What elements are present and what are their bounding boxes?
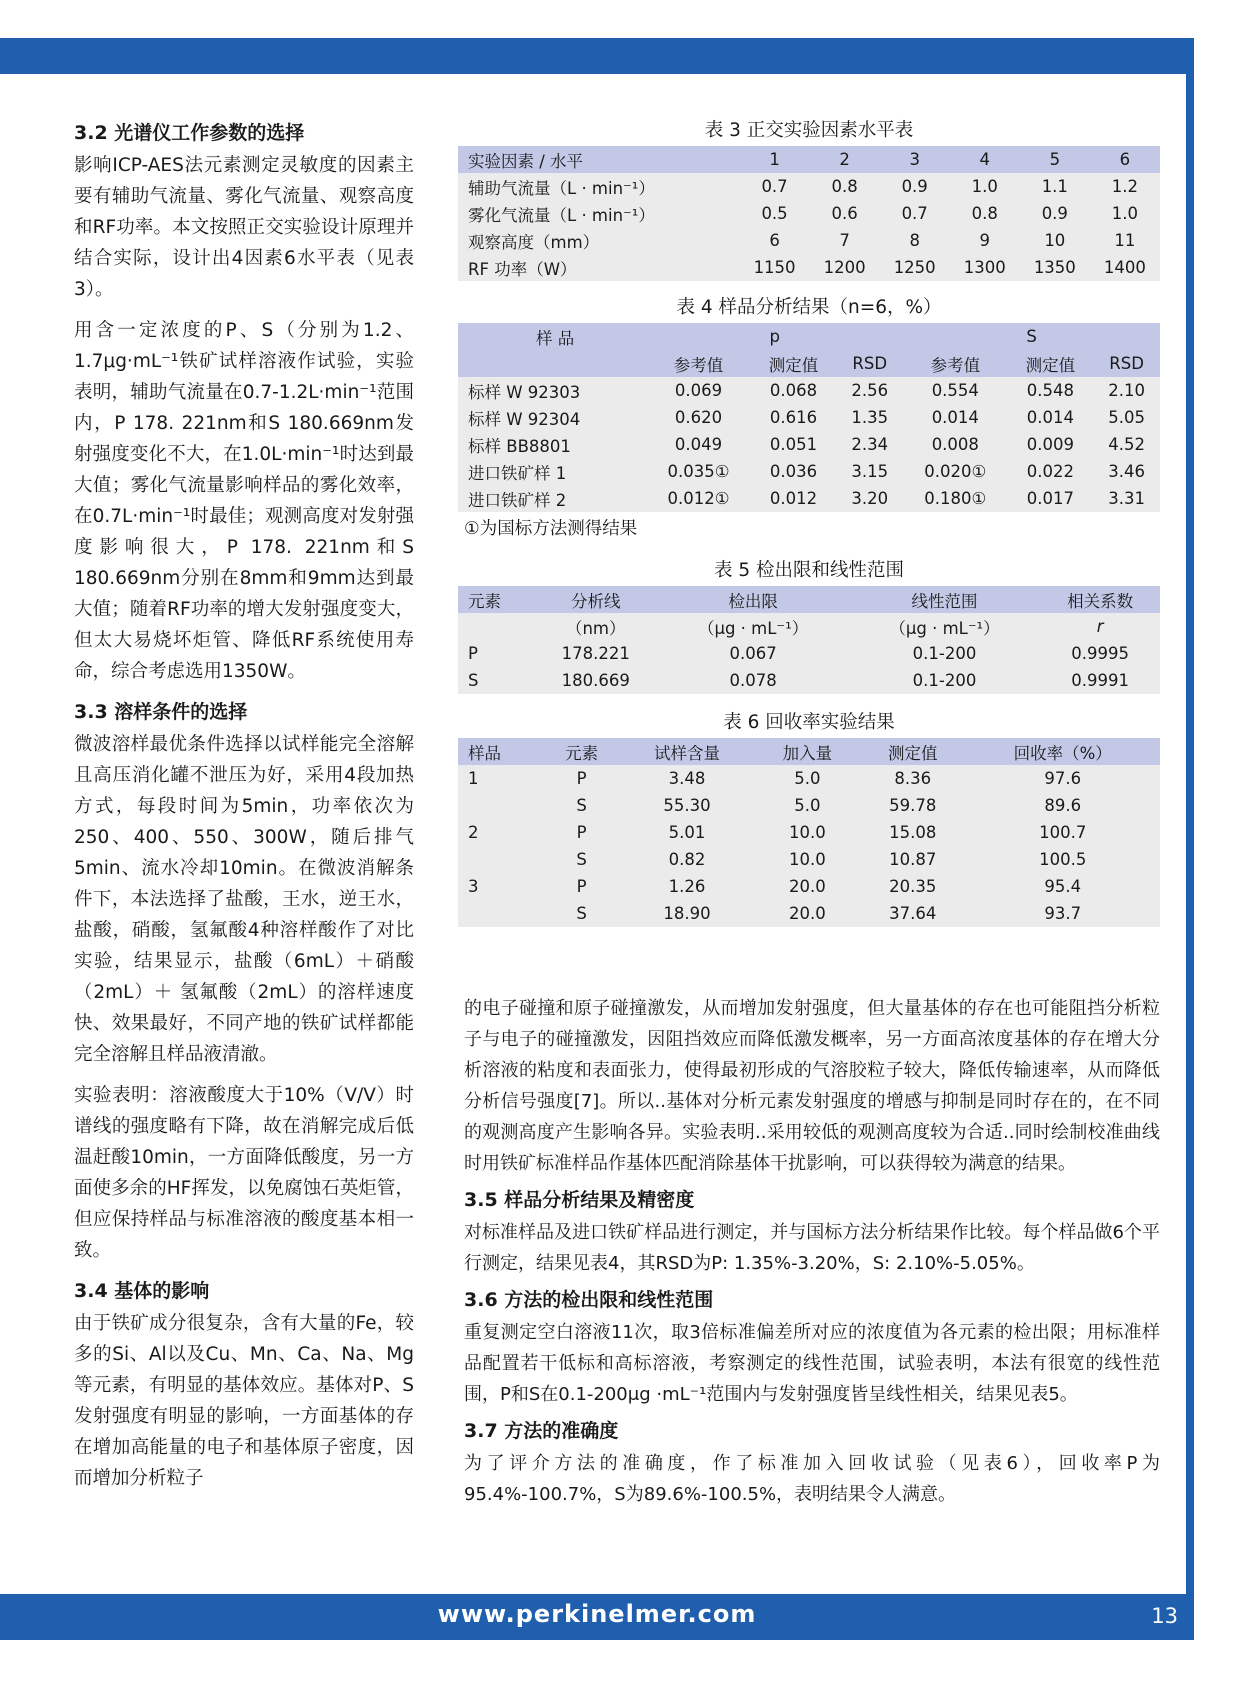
table-row bbox=[458, 900, 1160, 927]
table-header-cell: 2 bbox=[810, 146, 880, 173]
table-cell: 89.6 bbox=[1044, 796, 1082, 815]
table-cell bbox=[458, 792, 544, 819]
table-3 bbox=[458, 146, 1160, 281]
table-header-cell: 元素 bbox=[458, 586, 534, 613]
section-3-4-paragraph-1: 由于铁矿成分很复杂，含有大量的Fe，较多的Si、Al以及Cu、Mn、Ca、Na、Mg等元素，有明显的基体效应。基体对P、S发射强度有明显的影响，一方面基体的存在增加高能量的电子和基体原子密度，因而增加分析粒子 bbox=[74, 1313, 414, 1489]
table-cell: 0.9 bbox=[1041, 204, 1068, 223]
table-cell: S bbox=[468, 671, 479, 690]
table-cell: 1300 bbox=[963, 258, 1006, 277]
table-cell: 1.1 bbox=[1041, 177, 1068, 196]
table-cell: 0.067 bbox=[729, 644, 777, 663]
table-cell: 0.8 bbox=[971, 204, 998, 223]
table-header-row bbox=[458, 146, 1160, 173]
table-cell: 4.52 bbox=[1108, 435, 1145, 454]
section-3-3-paragraph-2: 实验表明：溶液酸度大于10%（V/V）时谱线的强度略有下降，故在消解完成后低温赶酸10min，一方面降低酸度，另一方面使多余的HF挥发，以免腐蚀石英炬管，但应保持样品与标准溶液的酸度基本相一致。 bbox=[74, 1085, 414, 1261]
table-6-caption: 表 6 回收率实验结果 bbox=[723, 712, 895, 733]
table-6 bbox=[458, 738, 1160, 927]
right-border-bar bbox=[1186, 38, 1194, 1640]
table-header-cell: 测定值 bbox=[1008, 350, 1094, 377]
table-cell bbox=[458, 846, 544, 873]
table-row bbox=[458, 254, 1160, 281]
table-cell: 0.9 bbox=[901, 177, 928, 196]
table-row bbox=[458, 640, 1160, 667]
table-header-cell: 测定值 bbox=[751, 350, 837, 377]
section-3-5-title: 3.5 样品分析结果及精密度 bbox=[464, 1189, 695, 1211]
table-cell: 1400 bbox=[1103, 258, 1146, 277]
table-cell: 2 bbox=[468, 823, 479, 842]
table-cell: 10.0 bbox=[789, 823, 826, 842]
table-row bbox=[458, 765, 1160, 792]
table-header-cell: 测定值 bbox=[860, 738, 965, 765]
table-cell: 100.7 bbox=[1039, 823, 1087, 842]
table-header-cell: 3 bbox=[880, 146, 950, 173]
table-cell: 0.069 bbox=[674, 381, 723, 400]
table-cell: 1.0 bbox=[1111, 204, 1139, 223]
table-cell: 0.017 bbox=[1026, 489, 1074, 508]
table-cell: 15.08 bbox=[889, 823, 937, 842]
table-4-footnote: ①为国标方法测得结果 bbox=[464, 519, 638, 539]
table-cell: 0.009 bbox=[1026, 435, 1074, 454]
table-cell: 3.20 bbox=[851, 489, 889, 508]
table-header-cell: 相关系数 bbox=[1040, 586, 1160, 613]
table-cell: P bbox=[576, 823, 587, 842]
table-row bbox=[458, 485, 1160, 512]
table-row bbox=[458, 873, 1160, 900]
table-cell: 3.46 bbox=[1108, 462, 1145, 481]
table-cell: 0.068 bbox=[769, 381, 818, 400]
table-header-cell: S bbox=[903, 323, 1160, 350]
table-header-cell: RSD bbox=[836, 350, 903, 377]
table-cell: 1 bbox=[468, 769, 479, 788]
table-header-cell: 样 品 bbox=[458, 323, 646, 377]
table-5 bbox=[458, 586, 1160, 694]
table-cell: 观察高度（mm） bbox=[468, 232, 600, 252]
table-cell: 0.049 bbox=[674, 435, 723, 454]
table-cell: 0.7 bbox=[901, 204, 928, 223]
table-cell: 1.2 bbox=[1111, 177, 1139, 196]
table-cell: S bbox=[576, 796, 587, 815]
table-header-cell: RSD bbox=[1093, 350, 1160, 377]
left-column bbox=[74, 118, 414, 1504]
table-header-cell: 样品 bbox=[458, 738, 544, 765]
table-cell: RF 功率（W） bbox=[468, 259, 577, 279]
right-column-tables bbox=[458, 118, 1160, 927]
section-3-2-title: 3.2 光谱仪工作参数的选择 bbox=[74, 122, 305, 144]
table-cell: 2.10 bbox=[1108, 381, 1145, 400]
table-header-cell: 分析线 bbox=[534, 586, 657, 613]
section-3-6-paragraph: 重复测定空白溶液11次，取3倍标准偏差所对应的浓度值为各元素的检出限；用标准样品配置若干低标和高标溶液，考察测定的线性范围，试验表明，本法有很宽的线性范围，P和S在0.1-200μg ·mL⁻¹范围内与发射强度皆呈线性相关，结果见表5。 bbox=[464, 1322, 1160, 1405]
table-subheader-row bbox=[458, 613, 1160, 640]
table-cell: 8 bbox=[909, 231, 920, 250]
table-cell: 1.0 bbox=[971, 177, 998, 196]
table-row bbox=[458, 173, 1160, 200]
table-cell: 标样 W 92304 bbox=[468, 409, 581, 429]
table-cell bbox=[458, 613, 534, 640]
table-cell: 100.5 bbox=[1039, 850, 1087, 869]
table-cell: 0.1-200 bbox=[912, 644, 977, 663]
table-cell: 1200 bbox=[823, 258, 866, 277]
section-3-7-paragraph: 为了评介方法的准确度，作了标准加入回收试验（见表6），回收率P为95.4%-100.7%，S为89.6%-100.5%，表明结果令人满意。 bbox=[464, 1453, 1160, 1505]
table-cell: 6 bbox=[769, 231, 780, 250]
table-row bbox=[458, 667, 1160, 694]
table-cell: 0.9995 bbox=[1071, 644, 1129, 663]
table-cell: 0.6 bbox=[831, 204, 858, 223]
table-cell: 1.26 bbox=[668, 877, 706, 896]
table-cell: 93.7 bbox=[1044, 904, 1082, 923]
table-cell: 1.35 bbox=[851, 408, 889, 427]
table-cell: 0.9991 bbox=[1071, 671, 1129, 690]
table-row bbox=[458, 227, 1160, 254]
table-row bbox=[458, 819, 1160, 846]
table-cell: 0.012 bbox=[769, 489, 818, 508]
table-row bbox=[458, 404, 1160, 431]
table-cell: 0.82 bbox=[668, 850, 706, 869]
table-header-cell: 加入量 bbox=[755, 738, 860, 765]
table-cell: 1150 bbox=[753, 258, 796, 277]
table-header-cell: 参考值 bbox=[903, 350, 1007, 377]
table-cell: 10 bbox=[1044, 231, 1066, 250]
table-cell: 0.012① bbox=[667, 489, 730, 508]
table-5-caption: 表 5 检出限和线性范围 bbox=[713, 560, 905, 581]
table-cell: 3.48 bbox=[668, 769, 706, 788]
table-cell: 0.014 bbox=[931, 408, 979, 427]
table-header-cell: 线性范围 bbox=[849, 586, 1040, 613]
table-cell: （μg · mL⁻¹） bbox=[889, 618, 1000, 638]
footer-bar bbox=[0, 1594, 1194, 1640]
table-cell: 1350 bbox=[1033, 258, 1076, 277]
table-cell: 进口铁矿样 2 bbox=[468, 490, 567, 510]
section-3-5-paragraph: 对标准样品及进口铁矿样品进行测定，并与国标方法分析结果作比较。每个样品做6个平行测定，结果见表4，其RSD为P: 1.35%-3.20%，S: 2.10%-5.05%。 bbox=[464, 1222, 1160, 1274]
table-cell: 0.180① bbox=[924, 489, 987, 508]
table-header-row bbox=[458, 738, 1160, 765]
table-cell: 标样 BB8801 bbox=[468, 436, 571, 456]
table-cell: 7 bbox=[839, 231, 850, 250]
section-3-4-continuation: 的电子碰撞和原子碰撞激发，从而增加发射强度，但大量基体的存在也可能阻挡分析粒子与电子的碰撞激发，因阻挡效应而降低激发概率，另一方面高浓度基体的存在增大分析溶液的粘度和表面张力，使得最初形成的气溶胶粒子较大，降低传输速率，从而降低分析信号强度[7]。所以..基体对分析元素发射强度的增感与抑制是同时存在的，在不同的观测高度产生影响各异。实验表明..采用较低的观测高度较为合适..同时绘制校准曲线时用铁矿标准样品作基体匹配消除基体干扰影响，可以获得较为满意的结果。 bbox=[464, 998, 1160, 1174]
table-cell: 雾化气流量（L · min⁻¹） bbox=[468, 205, 655, 225]
table-cell: 0.554 bbox=[931, 381, 979, 400]
table-cell: 0.7 bbox=[761, 177, 788, 196]
table-cell: 0.014 bbox=[1026, 408, 1074, 427]
table-cell: 0.022 bbox=[1026, 462, 1074, 481]
header-bar bbox=[0, 38, 1194, 74]
table-cell: 标样 W 92303 bbox=[468, 382, 581, 402]
table-cell: 0.020① bbox=[924, 462, 987, 481]
table-row bbox=[458, 792, 1160, 819]
table-cell: 0.036 bbox=[769, 462, 818, 481]
table-row bbox=[458, 431, 1160, 458]
table-cell: 0.078 bbox=[729, 671, 777, 690]
table-header-cell: 1 bbox=[740, 146, 810, 173]
table-cell: S bbox=[576, 850, 587, 869]
table-cell: 5.05 bbox=[1108, 408, 1145, 427]
table-cell: 59.78 bbox=[889, 796, 937, 815]
table-cell: 0.8 bbox=[831, 177, 858, 196]
table-cell: 20.0 bbox=[789, 877, 826, 896]
table-cell: 3.15 bbox=[851, 462, 889, 481]
table-cell: 0.620 bbox=[674, 408, 723, 427]
table-cell: 5.01 bbox=[668, 823, 706, 842]
table-cell: 178.221 bbox=[561, 644, 630, 663]
section-3-6-title: 3.6 方法的检出限和线性范围 bbox=[464, 1289, 714, 1311]
table-cell: 95.4 bbox=[1044, 877, 1082, 896]
table-cell: 20.35 bbox=[889, 877, 937, 896]
table-cell: 辅助气流量（L · min⁻¹） bbox=[468, 178, 655, 198]
table-cell: 10.0 bbox=[789, 850, 826, 869]
table-cell: 11 bbox=[1114, 231, 1136, 250]
table-header-cell: 5 bbox=[1020, 146, 1090, 173]
footer-url-link[interactable]: www.perkinelmer.com bbox=[437, 1600, 757, 1628]
table-cell: P bbox=[468, 644, 478, 663]
table-cell: 20.0 bbox=[789, 904, 826, 923]
table-cell: 55.30 bbox=[663, 796, 711, 815]
table-cell: 0.616 bbox=[769, 408, 818, 427]
table-row bbox=[458, 200, 1160, 227]
table-cell: 9 bbox=[979, 231, 990, 250]
table-header-cell: 回收率（%） bbox=[965, 738, 1160, 765]
section-3-2-paragraph-1: 影响ICP-AES法元素测定灵敏度的因素主要有辅助气流量、雾化气流量、观察高度和RF功率。本文按照正交实验设计原理并结合实际，设计出4因素6水平表（见表3）。 bbox=[74, 155, 414, 300]
table-cell: 10.87 bbox=[889, 850, 937, 869]
table-header-cell: 元素 bbox=[544, 738, 619, 765]
section-3-2-paragraph-2: 用含一定浓度的P、S（分别为1.2、1.7μg·mL⁻¹铁矿试样溶液作试验，实验表明，辅助气流量在0.7-1.2L·min⁻¹范围内，P 178. 221nm和S 180.669nm发射强度变化不大，在1.0L·min⁻¹时达到最大值；雾化气流量影响样品的雾化效率，在0.7L·min⁻¹时最佳；观测高度对发射强度影响很大，P 178. 221nm和S 180.669nm分别在8mm和9mm达到最大值；随着RF功率的增大发射强度变大，但太大易烧坏炬管、降低RF系统使用寿命，综合考虑选用1350W。 bbox=[74, 320, 414, 682]
table-row bbox=[458, 846, 1160, 873]
table-4 bbox=[458, 323, 1160, 512]
table-cell: 0.035① bbox=[667, 462, 730, 481]
table-cell: r bbox=[1096, 617, 1104, 636]
table-cell: 8.36 bbox=[894, 769, 932, 788]
table-cell: 5.0 bbox=[794, 796, 821, 815]
table-cell: P bbox=[576, 769, 587, 788]
table-cell: （μg · mL⁻¹） bbox=[697, 618, 809, 638]
section-3-3-title: 3.3 溶样条件的选择 bbox=[74, 701, 248, 723]
table-header-row bbox=[458, 586, 1160, 613]
table-header-cell: 检出限 bbox=[657, 586, 848, 613]
table-cell: 5.0 bbox=[794, 769, 821, 788]
table-header-cell: p bbox=[646, 323, 903, 350]
table-header-cell: 4 bbox=[950, 146, 1020, 173]
table-row bbox=[458, 458, 1160, 485]
table-3-caption: 表 3 正交实验因素水平表 bbox=[704, 120, 914, 141]
table-cell: 3 bbox=[468, 877, 479, 896]
table-cell: S bbox=[576, 904, 587, 923]
table-cell: 0.008 bbox=[931, 435, 979, 454]
table-cell: 2.56 bbox=[851, 381, 889, 400]
section-3-7-title: 3.7 方法的准确度 bbox=[464, 1420, 619, 1442]
table-cell: （nm） bbox=[565, 618, 626, 638]
section-3-3-paragraph-1: 微波溶样最优条件选择以试样能完全溶解且高压消化罐不泄压为好，采用4段加热方式，每段时间为5min，功率依次为250、400、550、300W，随后排气5min、流水冷却10min。在微波消解条件下，本法选择了盐酸，王水，逆王水，盐酸，硝酸，氢氟酸4种溶样酸作了对比实验，结果显示，盐酸（6mL）＋硝酸（2mL）＋ 氢氟酸（2mL）的溶样速度快、效果最好，不同产地的铁矿试样都能完全溶解且样品液清澈。 bbox=[74, 734, 414, 1065]
table-cell: 3.31 bbox=[1108, 489, 1145, 508]
table-row bbox=[458, 377, 1160, 404]
table-cell: 18.90 bbox=[663, 904, 711, 923]
table-cell: 0.548 bbox=[1026, 381, 1074, 400]
table-header-row bbox=[458, 323, 1160, 350]
table-cell: 1250 bbox=[893, 258, 936, 277]
table-header-cell: 6 bbox=[1090, 146, 1160, 173]
right-column-body bbox=[464, 993, 1160, 1516]
table-header-cell: 实验因素 / 水平 bbox=[458, 146, 740, 173]
table-cell bbox=[458, 900, 544, 927]
table-cell: 0.051 bbox=[769, 435, 818, 454]
table-cell: P bbox=[576, 877, 587, 896]
table-cell: 进口铁矿样 1 bbox=[468, 463, 567, 483]
section-3-4-title: 3.4 基体的影响 bbox=[74, 1280, 210, 1302]
table-cell: 180.669 bbox=[561, 671, 630, 690]
table-cell: 97.6 bbox=[1044, 769, 1082, 788]
table-cell: 37.64 bbox=[889, 904, 937, 923]
table-cell: 0.5 bbox=[761, 204, 788, 223]
table-cell: 2.34 bbox=[851, 435, 889, 454]
table-cell: 0.1-200 bbox=[912, 671, 977, 690]
table-header-cell: 试样含量 bbox=[619, 738, 755, 765]
table-4-caption: 表 4 样品分析结果（n=6，%） bbox=[676, 297, 942, 318]
table-header-cell: 参考值 bbox=[646, 350, 750, 377]
page-number: 13 bbox=[1151, 1604, 1178, 1628]
